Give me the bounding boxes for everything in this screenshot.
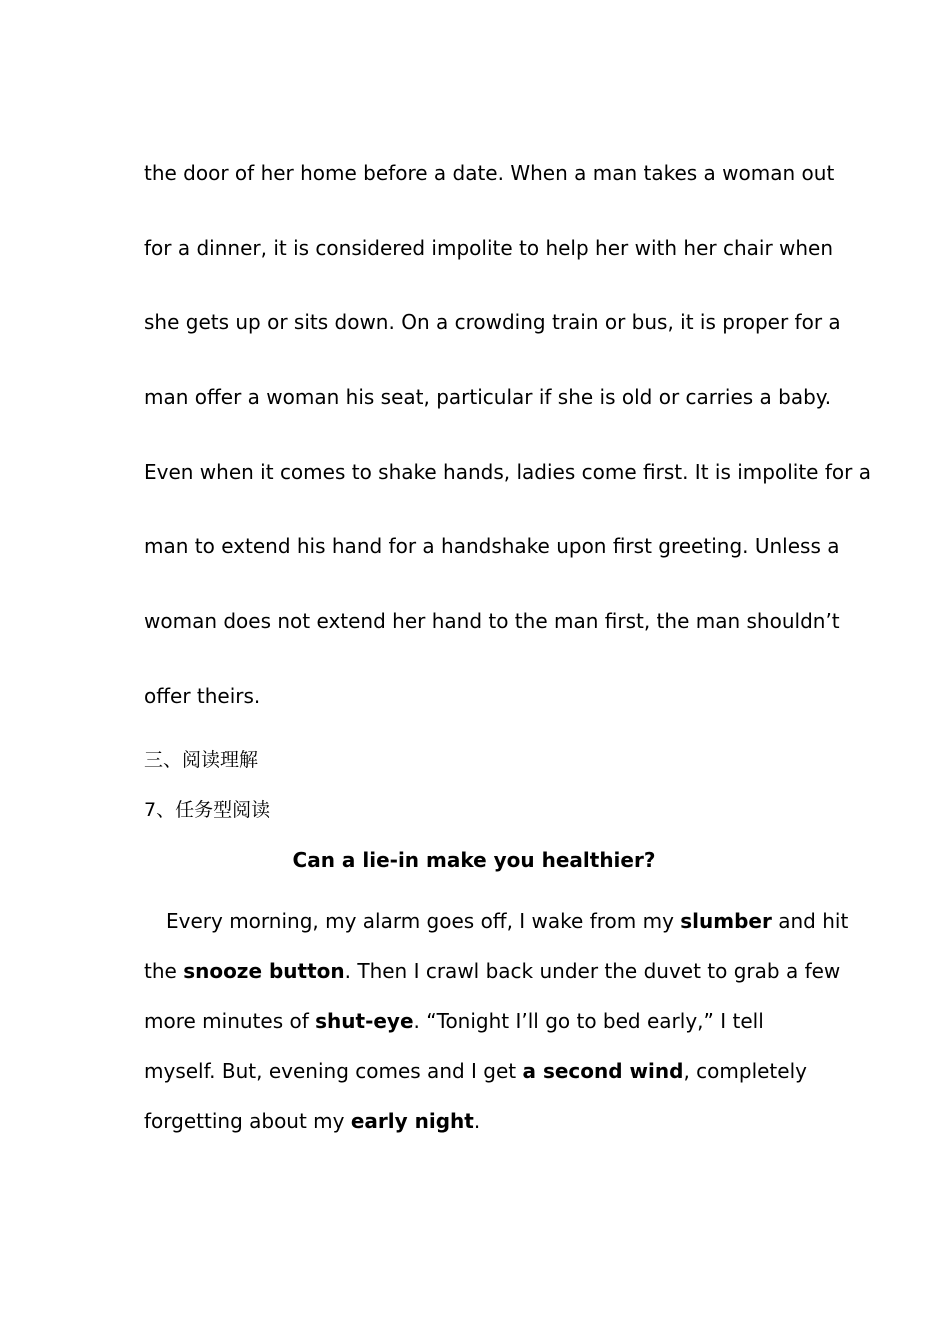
keyword: slumber: [680, 909, 772, 933]
passage-continued: [144, 136, 871, 734]
text-line: Even when it comes to shake hands, ladies come first. It is impolite for a: [144, 459, 871, 484]
text-line: man to extend his hand for a handshake upon first greeting. Unless a: [144, 534, 840, 559]
keyword: shut-eye: [315, 1009, 414, 1033]
keyword: a second wind: [522, 1059, 684, 1083]
text-line: Every morning, my alarm goes off, I wake from my slumber and hit: [166, 909, 849, 933]
keyword: snooze button: [183, 959, 345, 983]
text-line: myself. But, evening comes and I get a second wind, completely: [144, 1059, 807, 1083]
text-line: the snooze button. Then I crawl back under the duvet to grab a few: [144, 959, 841, 983]
article-paragraph: [144, 896, 849, 1146]
keyword: early night: [350, 1109, 474, 1133]
text-line: she gets up or sits down. On a crowding train or bus, it is proper for a: [144, 310, 841, 335]
article-title: Can a lie-in make you healthier?: [292, 848, 656, 872]
text-line: man offer a woman his seat, particular if she is old or carries a baby.: [144, 385, 832, 410]
text-line: for a dinner, it is considered impolite to help her with her chair when: [144, 235, 834, 260]
text-line: the door of her home before a date. When a man takes a woman out: [144, 161, 835, 185]
question-number: 7、任务型阅读: [144, 799, 271, 821]
section-heading: 三、阅读理解: [144, 749, 259, 771]
text-line: more minutes of shut-eye. “Tonight I’ll go to bed early,” I tell: [144, 1009, 764, 1033]
text-line: woman does not extend her hand to the man first, the man shouldn’t: [144, 609, 840, 634]
text-line: offer theirs.: [144, 683, 261, 708]
text-line: forgetting about my early night.: [144, 1109, 481, 1133]
